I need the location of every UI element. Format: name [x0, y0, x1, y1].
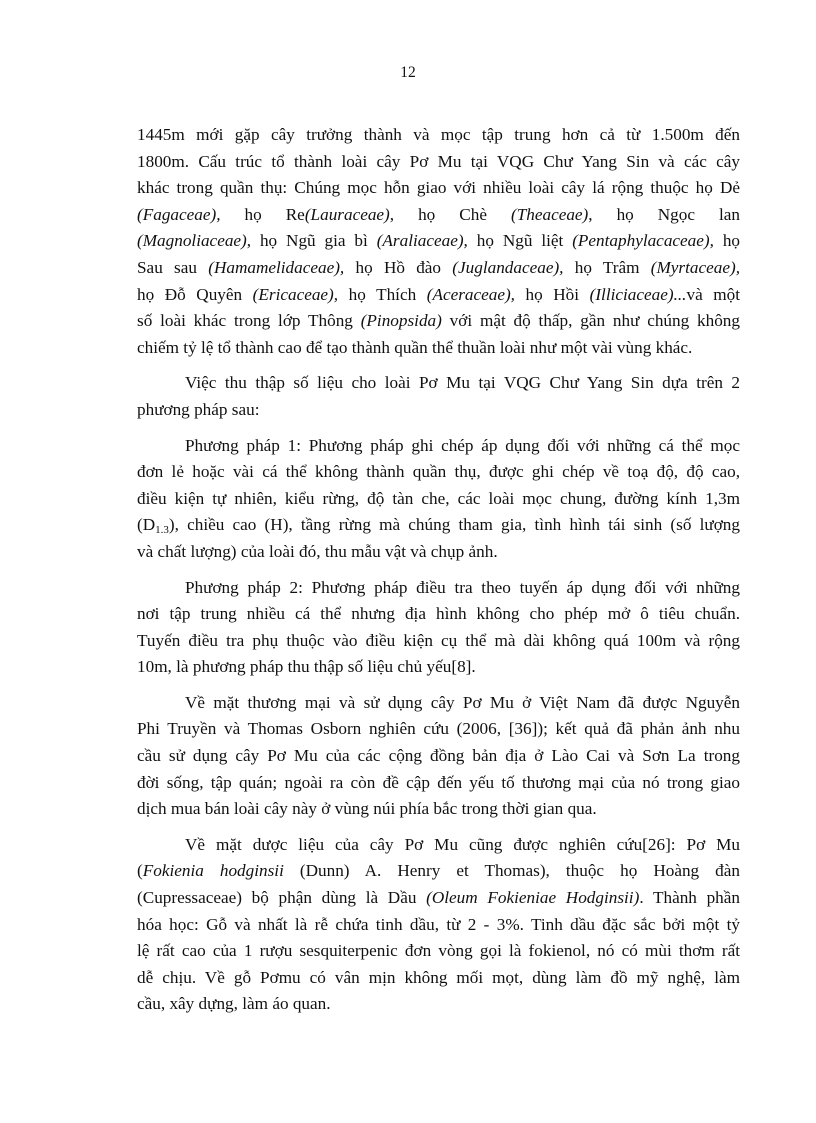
- text-line: [137, 575, 740, 602]
- text-line: [137, 122, 740, 149]
- text-run: Phương pháp 2: Phương pháp điều tra theo tuyến áp dụng đối với những: [185, 577, 740, 597]
- text-line: [137, 654, 740, 681]
- paragraph: [137, 832, 740, 1018]
- page-number: 12: [400, 64, 416, 81]
- text-line: [137, 991, 740, 1018]
- subscript-text: 1.3: [155, 524, 169, 537]
- text-run: dịch mua bán loài cây này ở vùng núi phía bắc trong thời gian qua.: [137, 799, 597, 819]
- text-run: điều kiện tự nhiên, kiểu rừng, độ tàn che, các loài mọc chung, đường kính 1,3m: [137, 488, 740, 508]
- text-run: Phi Truyền và Thomas Osborn nghiên cứu (2006, [36]); kết quả đã phản ảnh nhu: [137, 719, 740, 739]
- text-line: [137, 459, 740, 486]
- text-line: [137, 175, 740, 202]
- text-run: Về mặt dược liệu của cây Pơ Mu cũng được nghiên cứu[26]: Pơ Mu: [185, 834, 740, 854]
- italic-text: (Illiciaceae)...: [589, 284, 687, 304]
- text-run: , họ Chè: [389, 204, 511, 224]
- text-line: [137, 397, 740, 424]
- paragraph: [137, 122, 740, 361]
- paragraph: [137, 370, 740, 423]
- text-run: , họ Ngọc lan: [588, 204, 741, 224]
- text-run: nơi tập trung nhiều cá thể nhưng địa hình không cho phép mở ô tiêu chuẩn.: [137, 604, 740, 624]
- text-run: 10m, là phương pháp thu thập số liệu chủ yếu[8].: [137, 657, 476, 677]
- text-run: (D: [137, 515, 156, 535]
- italic-text: Fokienia hodginsii: [142, 861, 284, 881]
- text-line: [137, 796, 740, 823]
- text-run: Tuyến điều tra phụ thuộc vào điều kiện cụ thể mà dài không quá 100m và rộng: [137, 630, 740, 650]
- text-run: họ Ngũ liệt: [467, 231, 573, 251]
- text-line: [137, 965, 740, 992]
- text-run: , họ Ngũ gia bì: [246, 231, 377, 251]
- text-run: phương pháp sau:: [137, 399, 260, 419]
- italic-text: (Pentaphylacaceae),: [572, 231, 714, 251]
- text-line: [137, 228, 740, 255]
- text-run: số loài khác trong lớp Thông: [137, 311, 361, 331]
- text-line: [137, 938, 740, 965]
- text-run: họ Thích: [338, 284, 427, 304]
- text-line: [137, 690, 740, 717]
- text-run: họ Re: [220, 204, 305, 224]
- text-line: [137, 743, 740, 770]
- text-run: với mật độ thấp, gần như chúng không: [441, 311, 740, 331]
- italic-text: (Oleum Fokieniae Hodginsii): [426, 888, 640, 908]
- text-run: Về mặt thương mại và sử dụng cây Pơ Mu ở Việt Nam đã được Nguyễn: [185, 692, 740, 712]
- paragraph: [137, 575, 740, 681]
- paragraph: [137, 690, 740, 823]
- text-run: ), chiều cao (H), tầng rừng mà chúng tham gia, tình hình tái sinh (số lượng: [168, 515, 740, 535]
- italic-text: (Theaceae): [510, 204, 589, 224]
- italic-text: (Araliaceae),: [376, 231, 468, 251]
- text-run: hóa học: Gỗ và nhất là rễ chứa tinh dầu, từ 2 - 3%. Tinh dầu đặc sắc bởi một tỷ: [137, 914, 740, 934]
- italic-text: (Hamamelidaceae),: [208, 257, 345, 277]
- text-run: chiếm tỷ lệ tổ thành cao để tạo thành quần thể thuần loài như một vài vùng khác.: [137, 337, 693, 357]
- text-run: đơn lẻ hoặc vài cá thể không thành quần thụ, được ghi chép về toạ độ, độ cao,: [137, 462, 740, 482]
- italic-text: (Pinopsida): [360, 311, 442, 331]
- italic-text: (Lauraceae): [304, 204, 390, 224]
- italic-text: (Fagaceae),: [137, 204, 221, 224]
- text-line: [137, 433, 740, 460]
- text-line: [137, 486, 740, 513]
- text-run: họ Hồ đào: [344, 257, 453, 277]
- text-run: 1445m mới gặp cây trưởng thành và mọc tập trung hơn cả từ 1.500m đến: [137, 125, 740, 144]
- text-run: (Cupressaceae) bộ phận dùng là Dầu: [137, 888, 427, 908]
- text-line: [137, 149, 740, 176]
- text-run: Việc thu thập số liệu cho loài Pơ Mu tại VQG Chư Yang Sin dựa trên 2: [185, 373, 740, 393]
- text-line: [137, 885, 740, 912]
- text-line: [137, 770, 740, 797]
- text-run: lệ rất cao của 1 rượu sesquiterpenic đơn vòng gọi là fokienol, nó có mùi thơm rất: [137, 941, 740, 961]
- text-run: khác trong quần thụ: Chúng mọc hỗn giao với nhiều loài cây lá rộng thuộc họ Dẻ: [137, 178, 740, 198]
- italic-text: (Juglandaceae),: [452, 257, 564, 277]
- text-run: . Thành phần: [639, 888, 740, 908]
- text-run: họ Đỗ Quyên: [137, 284, 253, 304]
- text-run: cầu sử dụng cây Pơ Mu của các cộng đồng bản địa ở Lào Cai và Sơn La trong: [137, 746, 740, 766]
- text-run: họ Hồi: [514, 284, 590, 304]
- text-run: (Dunn) A. Henry et Thomas), thuộc họ Hoàng đàn: [283, 861, 740, 881]
- text-run: họ: [713, 231, 741, 251]
- text-run: và chất lượng) của loài đó, thu mẫu vật và chụp ảnh.: [137, 541, 498, 561]
- text-line: [137, 202, 740, 229]
- text-run: Phương pháp 1: Phương pháp ghi chép áp dụng đối với những cá thể mọc: [185, 435, 740, 455]
- text-line: [137, 832, 740, 859]
- italic-text: (Magnoliaceae): [137, 231, 247, 251]
- text-run: 1800m. Cấu trúc tổ thành loài cây Pơ Mu tại VQG Chư Yang Sin và các cây: [137, 151, 740, 171]
- text-line: [137, 716, 740, 743]
- text-line: [137, 912, 740, 939]
- text-run: Sau sau: [137, 257, 209, 277]
- text-run: đời sống, tập quán; ngoài ra còn đề cập đến yếu tố thương mại của nó trong giao: [137, 772, 740, 792]
- text-run: và một: [686, 284, 740, 304]
- text-line: [137, 308, 740, 335]
- text-run: (: [137, 861, 143, 881]
- text-line: [137, 512, 740, 539]
- text-run: họ Trâm: [563, 257, 651, 277]
- text-run: cầu, xây dựng, làm áo quan.: [137, 994, 331, 1014]
- paragraph: [137, 433, 740, 566]
- text-line: [137, 601, 740, 628]
- text-line: [137, 255, 740, 282]
- text-line: [137, 539, 740, 566]
- italic-text: (Ericaceae),: [252, 284, 339, 304]
- body-text: [137, 122, 740, 1027]
- text-run: dễ chịu. Về gỗ Pơmu có vân mịn không mối mọt, dùng làm đồ mỹ nghệ, làm: [137, 967, 740, 987]
- text-line: [137, 282, 740, 309]
- italic-text: (Myrtaceae),: [650, 257, 740, 277]
- text-line: [137, 628, 740, 655]
- text-line: [137, 858, 740, 885]
- text-line: [137, 370, 740, 397]
- text-line: [137, 335, 740, 362]
- italic-text: (Aceraceae),: [426, 284, 515, 304]
